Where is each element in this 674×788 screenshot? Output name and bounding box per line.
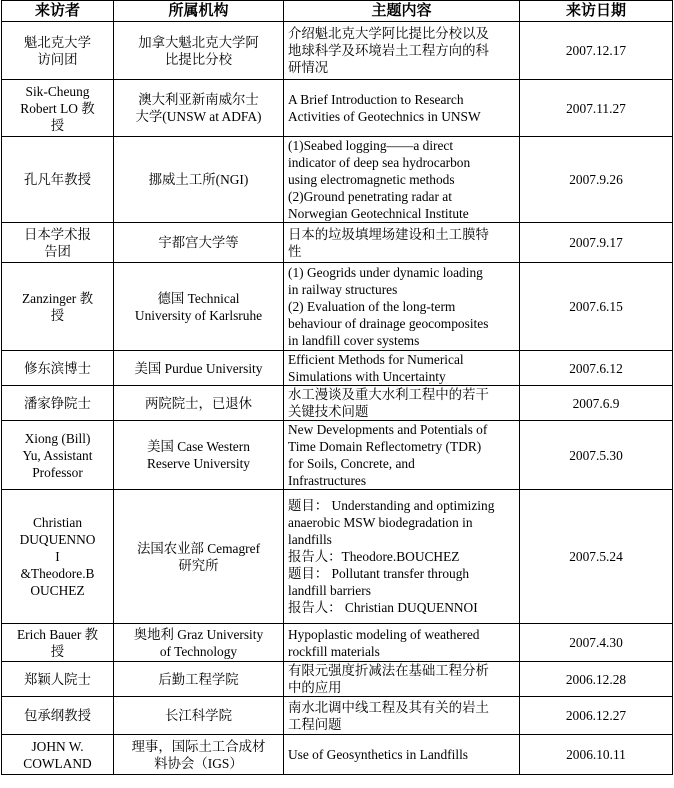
topic-line: 题目： Understanding and optimizing xyxy=(288,498,495,513)
institution-cell xyxy=(114,697,284,735)
institution-line: 奥地利 Graz University xyxy=(133,626,264,642)
institution-line: 理事，国际土工合成材 xyxy=(131,738,266,754)
date-cell: 2007.6.12 xyxy=(520,351,673,386)
institution-cell xyxy=(114,421,284,490)
topic-line: indicator of deep sea hydrocarbon xyxy=(288,155,471,170)
institution-cell xyxy=(114,735,284,775)
date-cell: 2007.6.9 xyxy=(520,386,673,421)
visitor-line: 日本学术报 xyxy=(24,226,91,242)
table-row xyxy=(2,22,673,80)
date-cell: 2007.4.30 xyxy=(520,624,673,662)
visitor-line: 访问团 xyxy=(37,51,78,67)
visitor-cell xyxy=(2,490,114,624)
visitor-line: &Theodore.B xyxy=(20,566,95,581)
visitor-line: Yu, Assistant xyxy=(22,447,93,463)
institution-line: 澳大利亚新南威尔士 xyxy=(138,92,259,107)
institution-line: 法国农业部 Cemagref xyxy=(136,540,261,556)
topic-line: 介绍魁北克大学阿比提比分校以及 xyxy=(288,26,489,41)
institution-line: 加拿大魁北克大学阿 xyxy=(138,34,259,50)
institution-line: 大学(UNSW at ADFA) xyxy=(135,109,262,124)
visitor-cell xyxy=(2,662,114,697)
date-cell: 2006.10.11 xyxy=(520,735,673,775)
institution-cell xyxy=(114,80,284,137)
institution-line: University of Karlsruhe xyxy=(134,307,263,323)
institution-line: 后勤工程学院 xyxy=(158,671,239,687)
topic-cell xyxy=(284,735,520,775)
topic-line: 研情况 xyxy=(288,60,329,75)
visitor-cell xyxy=(2,80,114,137)
topic-line: 中的应用 xyxy=(288,680,342,695)
header-topic: 主题内容 xyxy=(284,1,520,22)
institution-line: 宇都宫大学等 xyxy=(158,235,239,250)
topic-line: Efficient Methods for Numerical xyxy=(288,352,464,367)
topic-line: Hypoplastic modeling of weathered xyxy=(288,626,480,642)
institution-cell xyxy=(114,624,284,662)
topic-line: landfill barriers xyxy=(288,583,371,598)
table-header-row xyxy=(2,1,673,22)
visitor-line: 孔凡年教授 xyxy=(24,172,91,187)
visitor-line: I xyxy=(55,549,60,564)
visitor-cell xyxy=(2,697,114,735)
topic-line: Norwegian Geotechnical Institute xyxy=(288,206,469,221)
date-cell: 2007.5.30 xyxy=(520,421,673,490)
visitor-line: Erich Bauer 教 xyxy=(16,626,99,642)
topic-line: 性 xyxy=(288,243,302,259)
visitor-line: Christian xyxy=(32,515,83,530)
date-cell: 2006.12.28 xyxy=(520,662,673,697)
institution-cell xyxy=(114,351,284,386)
table-row xyxy=(2,137,673,223)
institution-line: 两院院士，已退休 xyxy=(144,395,253,411)
topic-cell xyxy=(284,22,520,80)
table-row xyxy=(2,263,673,351)
topic-line: 日本的垃圾填埋场建设和土工膜特 xyxy=(288,226,489,242)
table-row xyxy=(2,223,673,263)
institution-cell xyxy=(114,223,284,263)
institution-cell xyxy=(114,137,284,223)
date-cell: 2007.12.17 xyxy=(520,22,673,80)
institution-cell xyxy=(114,490,284,624)
topic-line: (2) Evaluation of the long-term xyxy=(288,299,456,314)
table-row xyxy=(2,624,673,662)
visitor-line: 潘家铮院士 xyxy=(24,395,91,411)
topic-line: in landfill cover systems xyxy=(288,333,420,348)
topic-line: for Soils, Concrete, and xyxy=(288,456,415,471)
date-cell: 2007.9.26 xyxy=(520,137,673,223)
topic-line: 工程问题 xyxy=(288,716,342,732)
institution-line: of Technology xyxy=(159,643,238,659)
institution-cell xyxy=(114,22,284,80)
header-date: 来访日期 xyxy=(520,1,673,22)
visitor-cell xyxy=(2,421,114,490)
topic-line: (1) Geogrids under dynamic loading xyxy=(288,265,483,280)
visitor-line: DUQUENNO xyxy=(19,532,96,547)
table-row xyxy=(2,80,673,137)
institution-line: 德国 Technical xyxy=(157,290,240,306)
visitor-line: Zanzinger 教 xyxy=(21,290,93,306)
visitor-cell xyxy=(2,351,114,386)
visitor-cell xyxy=(2,386,114,421)
topic-line: New Developments and Potentials of xyxy=(288,422,488,437)
table-body xyxy=(2,22,673,775)
topic-line: 有限元强度折减法在基础工程分析 xyxy=(288,663,489,678)
table-row xyxy=(2,735,673,775)
topic-cell xyxy=(284,421,520,490)
topic-line: 报告人： Christian DUQUENNOI xyxy=(288,600,478,615)
topic-line: (2)Ground penetrating radar at xyxy=(288,189,452,204)
visitor-cell xyxy=(2,735,114,775)
visitor-line: OUCHEZ xyxy=(30,583,85,598)
topic-line: Use of Geosynthetics in Landfills xyxy=(288,747,468,762)
visitor-line: Professor xyxy=(32,464,83,480)
table-row xyxy=(2,351,673,386)
date-cell: 2007.11.27 xyxy=(520,80,673,137)
topic-line: anaerobic MSW biodegradation in xyxy=(288,515,473,530)
topic-line: 报告人：Theodore.BOUCHEZ xyxy=(288,549,460,564)
visitor-cell xyxy=(2,624,114,662)
topic-line: 题目： Pollutant transfer through xyxy=(288,566,470,581)
visitor-line: JOHN W. xyxy=(31,738,84,754)
table-row xyxy=(2,662,673,697)
date-cell: 2007.6.15 xyxy=(520,263,673,351)
institution-line: 比提比分校 xyxy=(165,51,232,67)
visitor-line: 授 xyxy=(50,117,65,133)
visitor-cell xyxy=(2,137,114,223)
topic-cell xyxy=(284,351,520,386)
date-cell: 2007.9.17 xyxy=(520,223,673,263)
visitor-line: Sik-Cheung xyxy=(25,83,90,99)
visitor-line: 修东滨博士 xyxy=(24,360,91,376)
visitor-cell xyxy=(2,22,114,80)
institution-line: 长江科学院 xyxy=(165,708,232,723)
topic-line: 南水北调中线工程及其有关的岩土 xyxy=(288,699,489,715)
institution-line: 研究所 xyxy=(178,557,219,573)
topic-cell xyxy=(284,490,520,624)
visitor-cell xyxy=(2,263,114,351)
institution-cell xyxy=(114,386,284,421)
visitor-line: 告团 xyxy=(44,243,71,259)
topic-line: 水工漫谈及重大水利工程中的若干 xyxy=(288,387,489,402)
institution-line: 挪威土工所(NGI) xyxy=(148,172,249,187)
institution-line: 美国 Case Western xyxy=(147,439,250,454)
table-row xyxy=(2,490,673,624)
topic-line: 地球科学及环境岩土工程方向的科 xyxy=(288,43,489,58)
topic-cell xyxy=(284,80,520,137)
topic-cell xyxy=(284,697,520,735)
topic-cell xyxy=(284,223,520,263)
topic-cell xyxy=(284,137,520,223)
table-row xyxy=(2,421,673,490)
table-row xyxy=(2,386,673,421)
institution-line: 料协会（IGS） xyxy=(154,755,243,771)
visitor-line: 包承纲教授 xyxy=(24,708,91,723)
topic-line: Simulations with Uncertainty xyxy=(288,369,446,384)
topic-line: using electromagnetic methods xyxy=(288,172,455,187)
topic-cell xyxy=(284,263,520,351)
header-institution: 所属机构 xyxy=(114,1,284,22)
topic-line: Infrastructures xyxy=(288,473,367,488)
visitor-line: COWLAND xyxy=(23,755,92,771)
topic-cell xyxy=(284,624,520,662)
topic-line: landfills xyxy=(288,532,332,547)
institution-cell xyxy=(114,662,284,697)
date-cell: 2006.12.27 xyxy=(520,697,673,735)
institution-line: Reserve University xyxy=(146,456,250,471)
topic-line: (1)Seabed logging——a direct xyxy=(288,138,454,153)
topic-line: Activities of Geotechnics in UNSW xyxy=(288,109,481,124)
visitor-line: 魁北克大学 xyxy=(24,34,91,50)
topic-line: Time Domain Reflectometry (TDR) xyxy=(288,439,482,454)
visitor-line: 郑颖人院士 xyxy=(24,671,91,687)
header-visitor: 来访者 xyxy=(2,1,114,22)
topic-line: behaviour of drainage geocomposites xyxy=(288,316,489,331)
visitor-line: 授 xyxy=(50,643,65,659)
date-cell: 2007.5.24 xyxy=(520,490,673,624)
topic-line: A Brief Introduction to Research xyxy=(288,92,464,107)
table-row xyxy=(2,697,673,735)
visitor-line: Xiong (Bill) xyxy=(24,430,91,446)
visitor-line: 授 xyxy=(50,307,65,323)
visitor-table xyxy=(1,0,673,775)
topic-line: in railway structures xyxy=(288,282,398,297)
visitor-line: Robert LO 教 xyxy=(20,100,95,116)
topic-cell xyxy=(284,662,520,697)
visitor-cell xyxy=(2,223,114,263)
institution-cell xyxy=(114,263,284,351)
topic-cell xyxy=(284,386,520,421)
institution-line: 美国 Purdue University xyxy=(134,360,263,376)
topic-line: 关键技术问题 xyxy=(288,404,369,419)
topic-line: rockfill materials xyxy=(288,643,380,659)
